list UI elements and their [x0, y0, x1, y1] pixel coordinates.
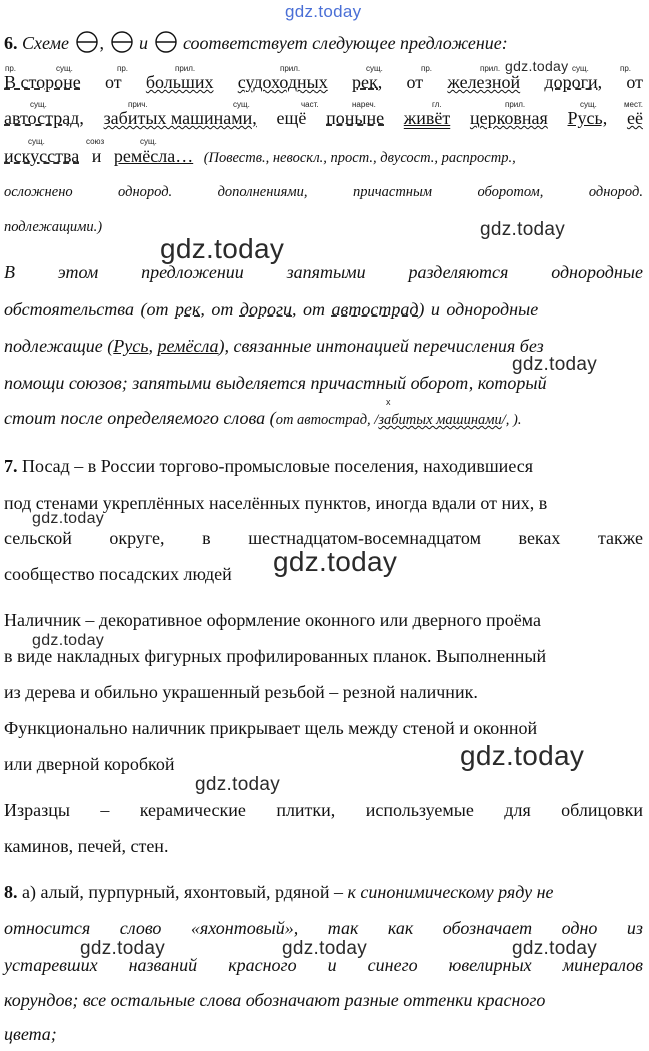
pos-label: сущ.: [580, 100, 597, 109]
task7-line-9: или дверной коробкой: [4, 754, 175, 774]
task7-line-4: сообщество посадских людей: [4, 564, 232, 584]
sentence-line-5: подлежащими.): [4, 219, 103, 235]
task8-number: 8.: [4, 882, 18, 902]
pos-label: нареч.: [352, 100, 376, 109]
word: Изразцы: [4, 800, 70, 820]
scheme-circle-icon: [110, 30, 134, 54]
word: церковная: [469, 108, 548, 128]
word: ювелирных: [448, 955, 532, 975]
explanation-line-1: [4, 262, 643, 283]
text-run: стоит после определяемого слова (: [4, 408, 276, 428]
text-run: , /: [367, 412, 379, 428]
word: сельской: [4, 528, 72, 548]
word: поныне: [326, 108, 385, 128]
word: живёт: [403, 108, 451, 128]
word: запятыми: [286, 262, 366, 282]
task7-line-10: [4, 800, 643, 821]
task7-line-6: в виде накладных фигурных профилированных планок. Выполненный: [4, 646, 547, 666]
sentence-line-1: [4, 72, 643, 93]
text-run: к синонимическому ряду не: [347, 882, 554, 902]
word: дороги,: [544, 72, 603, 92]
pos-label: сущ.: [140, 137, 157, 146]
text-run: ), связанные интонацией перечисления без: [218, 336, 544, 356]
pos-label: част.: [301, 100, 319, 109]
pos-label: сущ.: [30, 100, 47, 109]
watermark: gdz.today: [195, 774, 281, 795]
task8-line-3: [4, 955, 643, 976]
pos-label: сущ.: [56, 64, 73, 73]
pos-label: союз: [86, 137, 105, 146]
text-run: ремёсла: [157, 336, 219, 356]
pos-label: прил.: [505, 100, 526, 109]
word: «яхонтовый»,: [190, 918, 299, 938]
task6-intro-a: Схеме: [22, 33, 70, 53]
word: округе,: [109, 528, 165, 548]
text-run: подлежащие (: [4, 336, 114, 356]
word: искусства: [4, 146, 80, 166]
task7-line-1: [4, 456, 643, 477]
text-run: ) и однородные: [418, 299, 539, 319]
word: ремёсла…: [113, 146, 194, 166]
watermark: gdz.today: [512, 354, 598, 375]
word: также: [597, 528, 643, 548]
word: забитых машинами,: [103, 108, 257, 128]
word: плитки,: [276, 800, 336, 820]
task7-line-2: под стенами укреплённых населённых пунктов, иногда вдали от них, в: [4, 493, 548, 513]
watermark: gdz.today: [505, 58, 569, 74]
watermark: gdz.today: [480, 219, 566, 240]
text-run: Посад – в России торгово-промысловые поселения, находившиеся: [22, 456, 534, 476]
text-run: забитых машинами: [378, 412, 502, 428]
word: осложнено: [4, 184, 73, 200]
word: В: [4, 262, 15, 282]
text-run: автострад: [331, 299, 419, 319]
watermark: gdz.today: [273, 546, 398, 577]
sentence-line-3: [4, 146, 643, 167]
word: разделяются: [408, 262, 509, 282]
pos-label: сущ.: [233, 100, 250, 109]
text-run: от автострад: [275, 412, 368, 428]
pos-label: мест.: [624, 100, 643, 109]
task8-line-2: [4, 918, 643, 939]
task7-line-7: из дерева и обильно украшенный резьбой – резной наличник.: [4, 682, 478, 702]
text-run: обстоятельства (от: [4, 299, 169, 319]
word: так: [327, 918, 359, 938]
task7-line-5: Наличник – декоративное оформление оконного или дверного проёма: [4, 610, 541, 630]
watermark: gdz.today: [460, 740, 585, 771]
word: рек,: [352, 72, 383, 92]
word: для: [504, 800, 531, 820]
pos-label: сущ.: [366, 64, 383, 73]
word: веках: [518, 528, 561, 548]
task8-line-1: [4, 882, 643, 903]
pos-label: пр.: [117, 64, 129, 73]
sentence-line-4: [4, 184, 643, 201]
task7-line-8: Функционально наличник прикрывает щель между стеной и оконной: [4, 718, 538, 738]
word: В стороне: [4, 72, 81, 92]
word: названий: [128, 955, 198, 975]
text-run: , от: [200, 299, 234, 319]
task6-and: и: [139, 33, 149, 53]
pos-label: пр.: [5, 64, 17, 73]
word: устаревших: [4, 955, 98, 975]
text-run: дороги: [239, 299, 293, 319]
text-run: , от: [292, 299, 326, 319]
word: облицовки: [561, 800, 643, 820]
watermark-top: gdz.today: [285, 2, 362, 21]
word: шестнадцатом-восемнадцатом: [248, 528, 481, 548]
explanation-line-4: помощи союзов; запятыми выделяется причастный оборот, который: [4, 373, 547, 393]
pos-label: прил.: [280, 64, 301, 73]
word: ещё: [276, 108, 307, 128]
word: керамические: [139, 800, 246, 820]
word: из: [626, 918, 643, 938]
word: от: [105, 72, 122, 92]
word: от: [626, 72, 643, 92]
watermark: gdz.today: [160, 233, 285, 264]
task6-number: 6.: [4, 33, 18, 53]
word: –: [100, 800, 110, 820]
sentence-characteristics: (Повеств., невоскл., прост., двусост., распростр.,: [203, 150, 516, 166]
explanation-line-5: [4, 408, 643, 429]
sentence-line-2: [4, 108, 643, 129]
word: судоходных: [237, 72, 328, 92]
task6-intro-b: соответствует следующее предложение:: [183, 33, 508, 53]
task6-heading: [4, 30, 643, 54]
word: синего: [367, 955, 418, 975]
explanation-line-2: [4, 299, 643, 320]
scheme-circle-icon: [75, 30, 99, 54]
text-run: а) алый, пурпурный, яхонтовый, рдяной –: [22, 882, 344, 902]
watermark: gdz.today: [32, 510, 105, 527]
word: и: [91, 146, 102, 166]
word: этом: [57, 262, 99, 282]
scheme-circle-icon: [154, 30, 178, 54]
word: одно: [561, 918, 598, 938]
scheme-separator: ,: [99, 33, 105, 53]
task8-line-4: корундов; все остальные слова обозначают разные оттенки красного: [4, 990, 546, 1010]
watermark: gdz.today: [80, 938, 166, 959]
word: Русь,: [567, 108, 608, 128]
word: используемые: [365, 800, 474, 820]
task7-line-3: [4, 528, 643, 549]
word: дополнениями,: [217, 184, 308, 200]
text-run: ,: [148, 336, 153, 356]
task8-line-5: цвета;: [4, 1024, 57, 1044]
word: слово: [119, 918, 162, 938]
pos-label: сущ.: [572, 64, 589, 73]
text-run: рек: [174, 299, 201, 319]
word: железной: [447, 72, 521, 92]
word: больших: [145, 72, 214, 92]
explanation-line-3: [4, 336, 643, 357]
word: однород.: [118, 184, 173, 200]
word: оборотом,: [477, 184, 544, 200]
word: причастным: [352, 184, 433, 200]
pos-label: прич.: [128, 100, 148, 109]
word: её: [626, 108, 643, 128]
word: относится: [4, 918, 91, 938]
word: автострад,: [4, 108, 84, 128]
pos-label: пр.: [421, 64, 433, 73]
pos-label: прил.: [480, 64, 501, 73]
watermark: gdz.today: [282, 938, 368, 959]
word: однород.: [588, 184, 643, 200]
task7-line-11: каминов, печей, стен.: [4, 836, 169, 856]
word: предложении: [141, 262, 244, 282]
pos-label: сущ.: [28, 137, 45, 146]
mark-x: x: [386, 397, 391, 407]
word: в: [202, 528, 211, 548]
word: обозначает: [442, 918, 533, 938]
pos-label: пр.: [620, 64, 632, 73]
word: красного: [228, 955, 297, 975]
pos-label: прил.: [175, 64, 196, 73]
text-run: /, ).: [501, 412, 522, 428]
watermark: gdz.today: [512, 938, 598, 959]
word: и: [327, 955, 337, 975]
word: от: [406, 72, 424, 92]
text-run: Русь: [113, 336, 149, 356]
task7-number: 7.: [4, 456, 18, 476]
word: минералов: [562, 955, 643, 975]
watermark: gdz.today: [32, 632, 105, 649]
pos-label: гл.: [432, 100, 442, 109]
word: однородные: [551, 262, 643, 282]
word: как: [387, 918, 414, 938]
